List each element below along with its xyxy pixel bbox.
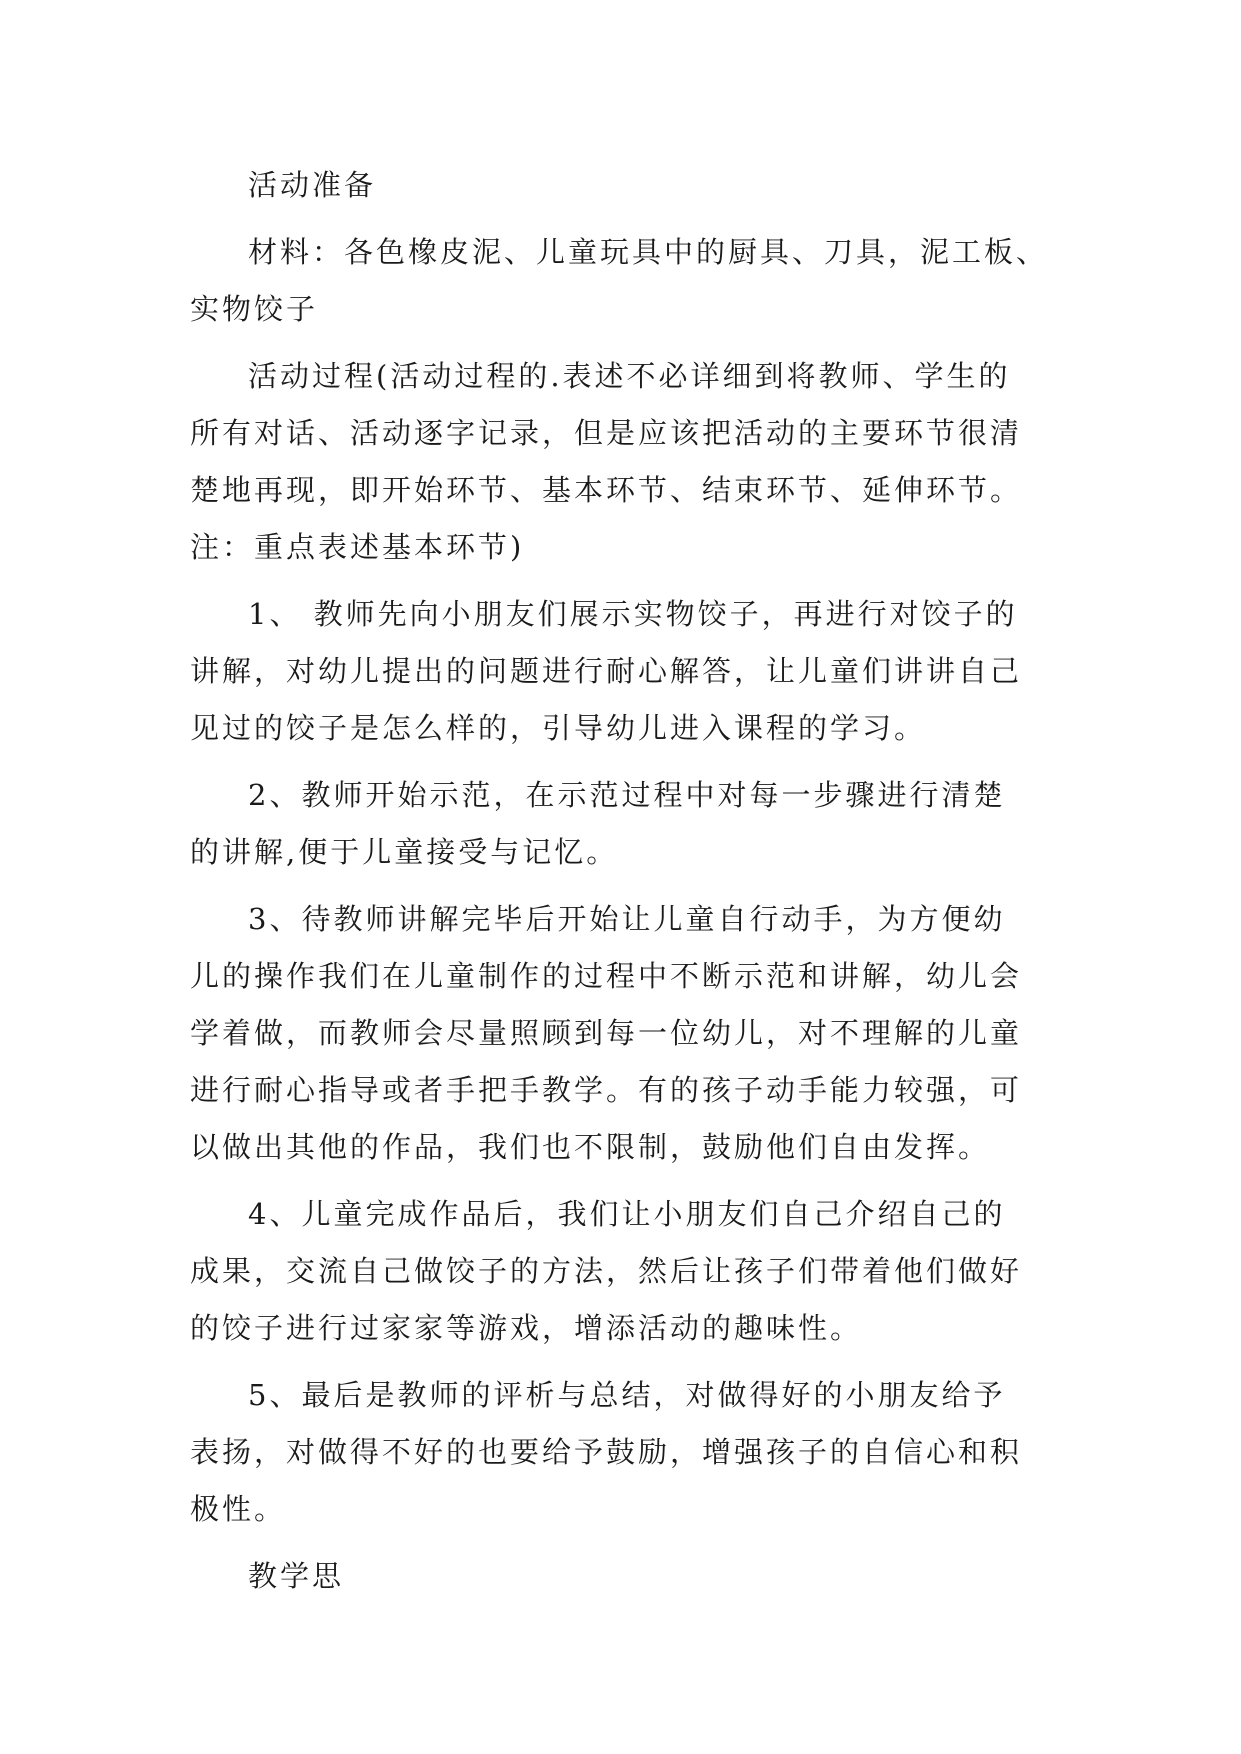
text-line: 活动过程(活动过程的.表述不必详细到将教师、学生的: [248, 359, 1011, 393]
text-line: 1、 教师先向小朋友们展示实物饺子，再进行对饺子的: [248, 597, 1018, 631]
text-line: 见过的饺子是怎么样的，引导幼儿进入课程的学习。: [190, 711, 927, 745]
text-line: 5、最后是教师的评析与总结，对做得好的小朋友给予: [248, 1378, 1006, 1412]
text-line: 以做出其他的作品，我们也不限制，鼓励他们自由发挥。: [190, 1130, 991, 1164]
text-line: 儿的操作我们在儿童制作的过程中不断示范和讲解，幼儿会: [190, 959, 1023, 993]
text-line: 实物饺子: [190, 292, 319, 326]
paragraph-activity-process: [190, 348, 1090, 576]
text-line: 活动准备: [248, 168, 377, 202]
text-line: 2、教师开始示范，在示范过程中对每一步骤进行清楚: [248, 778, 1006, 812]
text-line: 极性。: [190, 1492, 287, 1526]
text-line: 注：重点表述基本环节): [190, 530, 525, 564]
document-body: [190, 157, 1090, 1605]
text-line: 成果，交流自己做饺子的方法，然后让孩子们带着他们做好: [190, 1254, 1023, 1288]
text-line: 讲解，对幼儿提出的问题进行耐心解答，让儿童们讲讲自己: [190, 654, 1023, 688]
heading-teaching-reflection: [190, 1548, 1090, 1605]
paragraph-step-5: [190, 1367, 1090, 1538]
text-line: 所有对话、活动逐字记录，但是应该把活动的主要环节很清: [190, 416, 1023, 450]
text-line: 的饺子进行过家家等游戏，增添活动的趣味性。: [190, 1311, 863, 1345]
heading-activity-preparation: [190, 157, 1090, 214]
text-line: 学着做，而教师会尽量照顾到每一位幼儿，对不理解的儿童: [190, 1016, 1023, 1050]
paragraph-materials: [190, 224, 1090, 338]
text-line: 材料：各色橡皮泥、儿童玩具中的厨具、刀具，泥工板、: [248, 235, 1049, 269]
text-line: 4、儿童完成作品后，我们让小朋友们自己介绍自己的: [248, 1197, 1006, 1231]
paragraph-step-2: [190, 767, 1090, 881]
text-line: 进行耐心指导或者手把手教学。有的孩子动手能力较强，可: [190, 1073, 1023, 1107]
text-line: 3、待教师讲解完毕后开始让儿童自行动手，为方便幼: [248, 902, 1006, 936]
paragraph-step-4: [190, 1186, 1090, 1357]
text-line: 的讲解,便于儿童接受与记忆。: [190, 835, 619, 869]
text-line: 楚地再现，即开始环节、基本环节、结束环节、延伸环节。: [190, 473, 1023, 507]
paragraph-step-1: [190, 586, 1090, 757]
text-line: 教学思: [248, 1559, 345, 1593]
paragraph-step-3: [190, 891, 1090, 1176]
text-line: 表扬，对做得不好的也要给予鼓励，增强孩子的自信心和积: [190, 1435, 1023, 1469]
